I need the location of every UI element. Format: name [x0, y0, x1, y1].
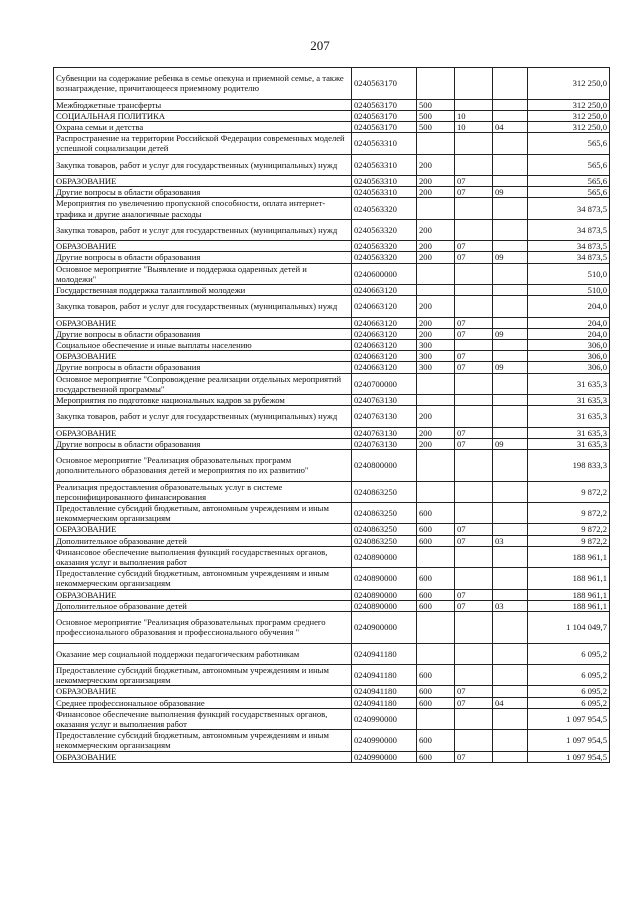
table-row	[54, 68, 610, 100]
row-target-article-cell: 0240890000	[352, 589, 417, 600]
row-amount-cell: 188 961,1	[528, 600, 610, 611]
table-row	[54, 589, 610, 600]
row-subsection-cell	[493, 198, 528, 219]
row-subsection-cell	[493, 99, 528, 110]
row-amount-cell: 9 872,2	[528, 481, 610, 502]
row-name-cell: Закупка товаров, работ и услуг для государственных (муниципальных) нужд	[54, 296, 352, 317]
row-expense-type-cell: 600	[417, 697, 455, 708]
row-expense-type-cell: 600	[417, 568, 455, 589]
row-target-article-cell: 0240941180	[352, 697, 417, 708]
row-section-cell	[455, 643, 493, 664]
row-expense-type-cell: 200	[417, 317, 455, 328]
table-row	[54, 351, 610, 362]
table-row	[54, 328, 610, 339]
row-section-cell	[455, 296, 493, 317]
row-subsection-cell	[493, 568, 528, 589]
row-section-cell	[455, 481, 493, 502]
table-row	[54, 438, 610, 449]
row-section-cell: 07	[455, 241, 493, 252]
row-name-cell: Основное мероприятие "Реализация образовательных программ среднего профессионального образования и профессионального обучения "	[54, 612, 352, 644]
row-target-article-cell: 0240663120	[352, 351, 417, 362]
page-number: 207	[310, 38, 330, 53]
row-section-cell: 07	[455, 535, 493, 546]
row-expense-type-cell: 600	[417, 665, 455, 686]
row-expense-type-cell: 500	[417, 110, 455, 121]
row-amount-cell: 1 097 954,5	[528, 708, 610, 729]
row-name-cell: Другие вопросы в области образования	[54, 328, 352, 339]
row-section-cell: 10	[455, 110, 493, 121]
row-name-cell: Другие вопросы в области образования	[54, 362, 352, 373]
row-expense-type-cell	[417, 68, 455, 100]
row-section-cell	[455, 612, 493, 644]
table-row	[54, 535, 610, 546]
table-row	[54, 154, 610, 175]
row-target-article-cell: 0240563320	[352, 252, 417, 263]
row-section-cell: 07	[455, 317, 493, 328]
row-name-cell: СОЦИАЛЬНАЯ ПОЛИТИКА	[54, 110, 352, 121]
row-amount-cell: 312 250,0	[528, 99, 610, 110]
row-expense-type-cell: 600	[417, 600, 455, 611]
row-name-cell: Другие вопросы в области образования	[54, 438, 352, 449]
row-expense-type-cell: 200	[417, 438, 455, 449]
table-row	[54, 481, 610, 502]
row-subsection-cell	[493, 110, 528, 121]
row-expense-type-cell	[417, 450, 455, 482]
row-amount-cell: 34 873,5	[528, 219, 610, 240]
row-name-cell: Распространение на территории Российской Федерации современных моделей успешной социализации детей	[54, 133, 352, 154]
row-subsection-cell	[493, 219, 528, 240]
row-section-cell	[455, 133, 493, 154]
row-name-cell: ОБРАЗОВАНИЕ	[54, 589, 352, 600]
table-row	[54, 600, 610, 611]
row-expense-type-cell	[417, 612, 455, 644]
row-target-article-cell: 0240563320	[352, 241, 417, 252]
row-subsection-cell	[493, 154, 528, 175]
row-subsection-cell	[493, 427, 528, 438]
row-name-cell: Закупка товаров, работ и услуг для государственных (муниципальных) нужд	[54, 154, 352, 175]
row-target-article-cell: 0240763130	[352, 438, 417, 449]
row-target-article-cell: 0240563320	[352, 198, 417, 219]
row-amount-cell: 31 635,3	[528, 406, 610, 427]
row-subsection-cell	[493, 686, 528, 697]
row-subsection-cell	[493, 406, 528, 427]
row-target-article-cell: 0240563310	[352, 187, 417, 198]
row-subsection-cell	[493, 340, 528, 351]
row-section-cell	[455, 99, 493, 110]
row-amount-cell: 312 250,0	[528, 68, 610, 100]
row-target-article-cell: 0240563310	[352, 176, 417, 187]
row-subsection-cell	[493, 524, 528, 535]
row-expense-type-cell: 200	[417, 427, 455, 438]
row-name-cell: Среднее профессиональное образование	[54, 697, 352, 708]
row-name-cell: Мероприятия по увеличению пропускной способности, оплата интернет-трафика и другие аналогичные расходы	[54, 198, 352, 219]
row-target-article-cell: 0240863250	[352, 503, 417, 524]
row-subsection-cell	[493, 263, 528, 284]
row-subsection-cell: 03	[493, 600, 528, 611]
row-target-article-cell: 0240941180	[352, 665, 417, 686]
row-amount-cell: 1 097 954,5	[528, 751, 610, 762]
row-expense-type-cell	[417, 708, 455, 729]
row-subsection-cell	[493, 395, 528, 406]
row-name-cell: Основное мероприятие "Выявление и поддержка одаренных детей и молодежи"	[54, 263, 352, 284]
row-target-article-cell: 0240941180	[352, 643, 417, 664]
table-row	[54, 612, 610, 644]
row-name-cell: Предоставление субсидий бюджетным, автономным учреждениям и иным некоммерческим организациям	[54, 665, 352, 686]
row-section-cell	[455, 198, 493, 219]
row-subsection-cell: 09	[493, 362, 528, 373]
row-section-cell	[455, 154, 493, 175]
row-target-article-cell: 0240663120	[352, 285, 417, 296]
row-section-cell: 07	[455, 252, 493, 263]
row-expense-type-cell: 600	[417, 589, 455, 600]
row-amount-cell: 204,0	[528, 328, 610, 339]
row-target-article-cell: 0240663120	[352, 328, 417, 339]
table-row	[54, 503, 610, 524]
row-subsection-cell	[493, 133, 528, 154]
row-expense-type-cell: 200	[417, 296, 455, 317]
row-subsection-cell	[493, 317, 528, 328]
row-name-cell: Оказание мер социальной поддержки педагогическим работникам	[54, 643, 352, 664]
row-expense-type-cell: 500	[417, 99, 455, 110]
table-row	[54, 362, 610, 373]
row-subsection-cell	[493, 68, 528, 100]
table-row	[54, 252, 610, 263]
row-section-cell	[455, 340, 493, 351]
row-section-cell: 07	[455, 697, 493, 708]
row-expense-type-cell	[417, 198, 455, 219]
row-amount-cell: 565,6	[528, 133, 610, 154]
table-row	[54, 730, 610, 751]
row-subsection-cell	[493, 708, 528, 729]
row-name-cell: Предоставление субсидий бюджетным, автономным учреждениям и иным некоммерческим организациям	[54, 503, 352, 524]
row-name-cell: Предоставление субсидий бюджетным, автономным учреждениям и иным некоммерческим организациям	[54, 568, 352, 589]
row-expense-type-cell	[417, 481, 455, 502]
row-target-article-cell: 0240800000	[352, 450, 417, 482]
row-amount-cell: 34 873,5	[528, 198, 610, 219]
table-row	[54, 373, 610, 394]
row-amount-cell: 9 872,2	[528, 503, 610, 524]
table-row	[54, 219, 610, 240]
table-row	[54, 285, 610, 296]
row-section-cell: 07	[455, 686, 493, 697]
row-target-article-cell: 0240941180	[352, 686, 417, 697]
row-expense-type-cell	[417, 395, 455, 406]
row-expense-type-cell: 200	[417, 252, 455, 263]
row-target-article-cell: 0240763130	[352, 427, 417, 438]
row-amount-cell: 31 635,3	[528, 395, 610, 406]
row-subsection-cell: 09	[493, 328, 528, 339]
row-amount-cell: 34 873,5	[528, 241, 610, 252]
row-amount-cell: 31 635,3	[528, 438, 610, 449]
row-expense-type-cell	[417, 285, 455, 296]
row-target-article-cell: 0240563310	[352, 133, 417, 154]
row-name-cell: ОБРАЗОВАНИЕ	[54, 686, 352, 697]
table-row	[54, 176, 610, 187]
row-section-cell	[455, 568, 493, 589]
row-target-article-cell: 0240990000	[352, 751, 417, 762]
row-target-article-cell: 0240563310	[352, 154, 417, 175]
row-amount-cell: 31 635,3	[528, 373, 610, 394]
row-section-cell: 07	[455, 438, 493, 449]
row-expense-type-cell: 600	[417, 524, 455, 535]
row-expense-type-cell: 600	[417, 503, 455, 524]
row-section-cell: 07	[455, 176, 493, 187]
row-section-cell	[455, 68, 493, 100]
row-expense-type-cell: 200	[417, 406, 455, 427]
row-amount-cell: 565,6	[528, 187, 610, 198]
table-row	[54, 546, 610, 567]
row-amount-cell: 204,0	[528, 296, 610, 317]
row-section-cell	[455, 219, 493, 240]
row-section-cell	[455, 395, 493, 406]
row-subsection-cell	[493, 351, 528, 362]
row-subsection-cell: 09	[493, 438, 528, 449]
table-row	[54, 263, 610, 284]
row-expense-type-cell: 600	[417, 751, 455, 762]
row-amount-cell: 1 097 954,5	[528, 730, 610, 751]
row-amount-cell: 6 095,2	[528, 686, 610, 697]
row-subsection-cell	[493, 751, 528, 762]
row-target-article-cell: 0240700000	[352, 373, 417, 394]
row-target-article-cell: 0240890000	[352, 546, 417, 567]
row-section-cell: 10	[455, 122, 493, 133]
row-target-article-cell: 0240763130	[352, 395, 417, 406]
row-amount-cell: 312 250,0	[528, 122, 610, 133]
row-section-cell	[455, 730, 493, 751]
row-amount-cell: 510,0	[528, 263, 610, 284]
row-subsection-cell	[493, 241, 528, 252]
table-row	[54, 708, 610, 729]
row-section-cell: 07	[455, 600, 493, 611]
table-row	[54, 665, 610, 686]
row-amount-cell: 188 961,1	[528, 589, 610, 600]
row-name-cell: Реализация предоставления образовательных услуг в системе персонифицированного финансирования	[54, 481, 352, 502]
row-subsection-cell: 09	[493, 187, 528, 198]
row-expense-type-cell: 300	[417, 340, 455, 351]
row-expense-type-cell: 600	[417, 730, 455, 751]
row-name-cell: Охрана семьи и детства	[54, 122, 352, 133]
row-amount-cell: 198 833,3	[528, 450, 610, 482]
row-section-cell	[455, 406, 493, 427]
row-target-article-cell: 0240663120	[352, 340, 417, 351]
row-amount-cell: 34 873,5	[528, 252, 610, 263]
row-subsection-cell: 09	[493, 252, 528, 263]
row-name-cell: Дополнительное образование детей	[54, 600, 352, 611]
table-row	[54, 296, 610, 317]
row-amount-cell: 9 872,2	[528, 524, 610, 535]
row-target-article-cell: 0240890000	[352, 600, 417, 611]
row-section-cell: 07	[455, 187, 493, 198]
row-name-cell: Другие вопросы в области образования	[54, 187, 352, 198]
row-expense-type-cell	[417, 643, 455, 664]
row-expense-type-cell: 200	[417, 187, 455, 198]
row-subsection-cell	[493, 612, 528, 644]
row-name-cell: ОБРАЗОВАНИЕ	[54, 317, 352, 328]
row-subsection-cell	[493, 176, 528, 187]
row-section-cell: 07	[455, 524, 493, 535]
table-row	[54, 99, 610, 110]
row-amount-cell: 306,0	[528, 351, 610, 362]
row-subsection-cell: 04	[493, 122, 528, 133]
row-expense-type-cell: 200	[417, 219, 455, 240]
row-amount-cell: 6 095,2	[528, 697, 610, 708]
row-section-cell	[455, 546, 493, 567]
row-target-article-cell: 0240990000	[352, 730, 417, 751]
row-name-cell: ОБРАЗОВАНИЕ	[54, 241, 352, 252]
row-expense-type-cell	[417, 373, 455, 394]
row-expense-type-cell: 300	[417, 351, 455, 362]
budget-table-body	[54, 68, 610, 763]
row-subsection-cell	[493, 373, 528, 394]
row-expense-type-cell	[417, 263, 455, 284]
row-target-article-cell: 0240763130	[352, 406, 417, 427]
table-row	[54, 340, 610, 351]
row-expense-type-cell	[417, 546, 455, 567]
row-name-cell: Предоставление субсидий бюджетным, автономным учреждениям и иным некоммерческим организациям	[54, 730, 352, 751]
row-target-article-cell: 0240563320	[352, 219, 417, 240]
table-row	[54, 133, 610, 154]
table-row	[54, 241, 610, 252]
row-subsection-cell	[493, 589, 528, 600]
row-name-cell: Основное мероприятие "Сопровождение реализации отдельных мероприятий государственной программы"	[54, 373, 352, 394]
row-expense-type-cell: 300	[417, 362, 455, 373]
table-row	[54, 450, 610, 482]
row-amount-cell: 188 961,1	[528, 568, 610, 589]
row-section-cell	[455, 708, 493, 729]
row-subsection-cell	[493, 503, 528, 524]
row-amount-cell: 306,0	[528, 340, 610, 351]
row-amount-cell: 565,6	[528, 176, 610, 187]
row-name-cell: Субвенции на содержание ребенка в семье опекуна и приемной семье, а также вознаграждение, причитающееся приемному родителю	[54, 68, 352, 100]
table-row	[54, 697, 610, 708]
row-section-cell: 07	[455, 351, 493, 362]
row-amount-cell: 312 250,0	[528, 110, 610, 121]
row-section-cell	[455, 263, 493, 284]
row-target-article-cell: 0240563170	[352, 110, 417, 121]
row-name-cell: Закупка товаров, работ и услуг для государственных (муниципальных) нужд	[54, 219, 352, 240]
row-amount-cell: 9 872,2	[528, 535, 610, 546]
row-expense-type-cell: 500	[417, 122, 455, 133]
row-name-cell: ОБРАЗОВАНИЕ	[54, 351, 352, 362]
row-name-cell: Другие вопросы в области образования	[54, 252, 352, 263]
row-amount-cell: 565,6	[528, 154, 610, 175]
row-target-article-cell: 0240863250	[352, 481, 417, 502]
row-name-cell: ОБРАЗОВАНИЕ	[54, 427, 352, 438]
row-subsection-cell	[493, 546, 528, 567]
row-section-cell: 07	[455, 362, 493, 373]
row-amount-cell: 188 961,1	[528, 546, 610, 567]
row-section-cell	[455, 373, 493, 394]
table-row	[54, 643, 610, 664]
row-section-cell	[455, 503, 493, 524]
row-expense-type-cell	[417, 133, 455, 154]
table-row	[54, 406, 610, 427]
budget-table	[53, 67, 610, 763]
row-section-cell: 07	[455, 427, 493, 438]
row-amount-cell: 6 095,2	[528, 643, 610, 664]
table-row	[54, 686, 610, 697]
row-expense-type-cell: 200	[417, 328, 455, 339]
row-amount-cell: 204,0	[528, 317, 610, 328]
row-name-cell: Основное мероприятие "Реализация образовательных программ дополнительного образования детей и мероприятия по их развитию"	[54, 450, 352, 482]
row-target-article-cell: 0240600000	[352, 263, 417, 284]
table-row	[54, 751, 610, 762]
row-subsection-cell	[493, 643, 528, 664]
row-subsection-cell	[493, 481, 528, 502]
row-amount-cell: 306,0	[528, 362, 610, 373]
row-target-article-cell: 0240990000	[352, 708, 417, 729]
row-subsection-cell	[493, 450, 528, 482]
row-amount-cell: 31 635,3	[528, 427, 610, 438]
row-expense-type-cell: 600	[417, 686, 455, 697]
row-target-article-cell: 0240890000	[352, 568, 417, 589]
row-subsection-cell: 03	[493, 535, 528, 546]
row-name-cell: Государственная поддержка талантливой молодежи	[54, 285, 352, 296]
row-name-cell: Мероприятия по подготовке национальных кадров за рубежом	[54, 395, 352, 406]
row-section-cell	[455, 285, 493, 296]
row-expense-type-cell: 200	[417, 176, 455, 187]
row-subsection-cell	[493, 296, 528, 317]
row-section-cell: 07	[455, 589, 493, 600]
row-name-cell: ОБРАЗОВАНИЕ	[54, 751, 352, 762]
table-row	[54, 122, 610, 133]
row-target-article-cell: 0240563170	[352, 68, 417, 100]
row-expense-type-cell: 600	[417, 535, 455, 546]
row-section-cell: 07	[455, 328, 493, 339]
row-target-article-cell: 0240900000	[352, 612, 417, 644]
row-target-article-cell: 0240863250	[352, 535, 417, 546]
table-row	[54, 395, 610, 406]
row-name-cell: Финансовое обеспечение выполнения функций государственных органов, оказания услуг и выполнения работ	[54, 546, 352, 567]
row-subsection-cell	[493, 665, 528, 686]
row-amount-cell: 1 104 049,7	[528, 612, 610, 644]
row-name-cell: Социальное обеспечение и иные выплаты населению	[54, 340, 352, 351]
row-section-cell	[455, 665, 493, 686]
row-subsection-cell	[493, 730, 528, 751]
row-section-cell	[455, 450, 493, 482]
table-row	[54, 198, 610, 219]
table-row	[54, 524, 610, 535]
table-row	[54, 427, 610, 438]
row-target-article-cell: 0240563170	[352, 99, 417, 110]
table-row	[54, 568, 610, 589]
row-target-article-cell: 0240863250	[352, 524, 417, 535]
table-row	[54, 110, 610, 121]
row-name-cell: Закупка товаров, работ и услуг для государственных (муниципальных) нужд	[54, 406, 352, 427]
row-subsection-cell	[493, 285, 528, 296]
row-name-cell: Финансовое обеспечение выполнения функций государственных органов, оказания услуг и выполнения работ	[54, 708, 352, 729]
table-row	[54, 317, 610, 328]
row-target-article-cell: 0240563170	[352, 122, 417, 133]
row-amount-cell: 510,0	[528, 285, 610, 296]
table-row	[54, 187, 610, 198]
row-section-cell: 07	[455, 751, 493, 762]
row-expense-type-cell: 200	[417, 154, 455, 175]
row-amount-cell: 6 095,2	[528, 665, 610, 686]
row-name-cell: ОБРАЗОВАНИЕ	[54, 524, 352, 535]
row-target-article-cell: 0240663120	[352, 317, 417, 328]
row-name-cell: Межбюджетные трансферты	[54, 99, 352, 110]
row-name-cell: Дополнительное образование детей	[54, 535, 352, 546]
row-expense-type-cell: 200	[417, 241, 455, 252]
row-target-article-cell: 0240663120	[352, 296, 417, 317]
row-name-cell: ОБРАЗОВАНИЕ	[54, 176, 352, 187]
row-target-article-cell: 0240663120	[352, 362, 417, 373]
row-subsection-cell: 04	[493, 697, 528, 708]
